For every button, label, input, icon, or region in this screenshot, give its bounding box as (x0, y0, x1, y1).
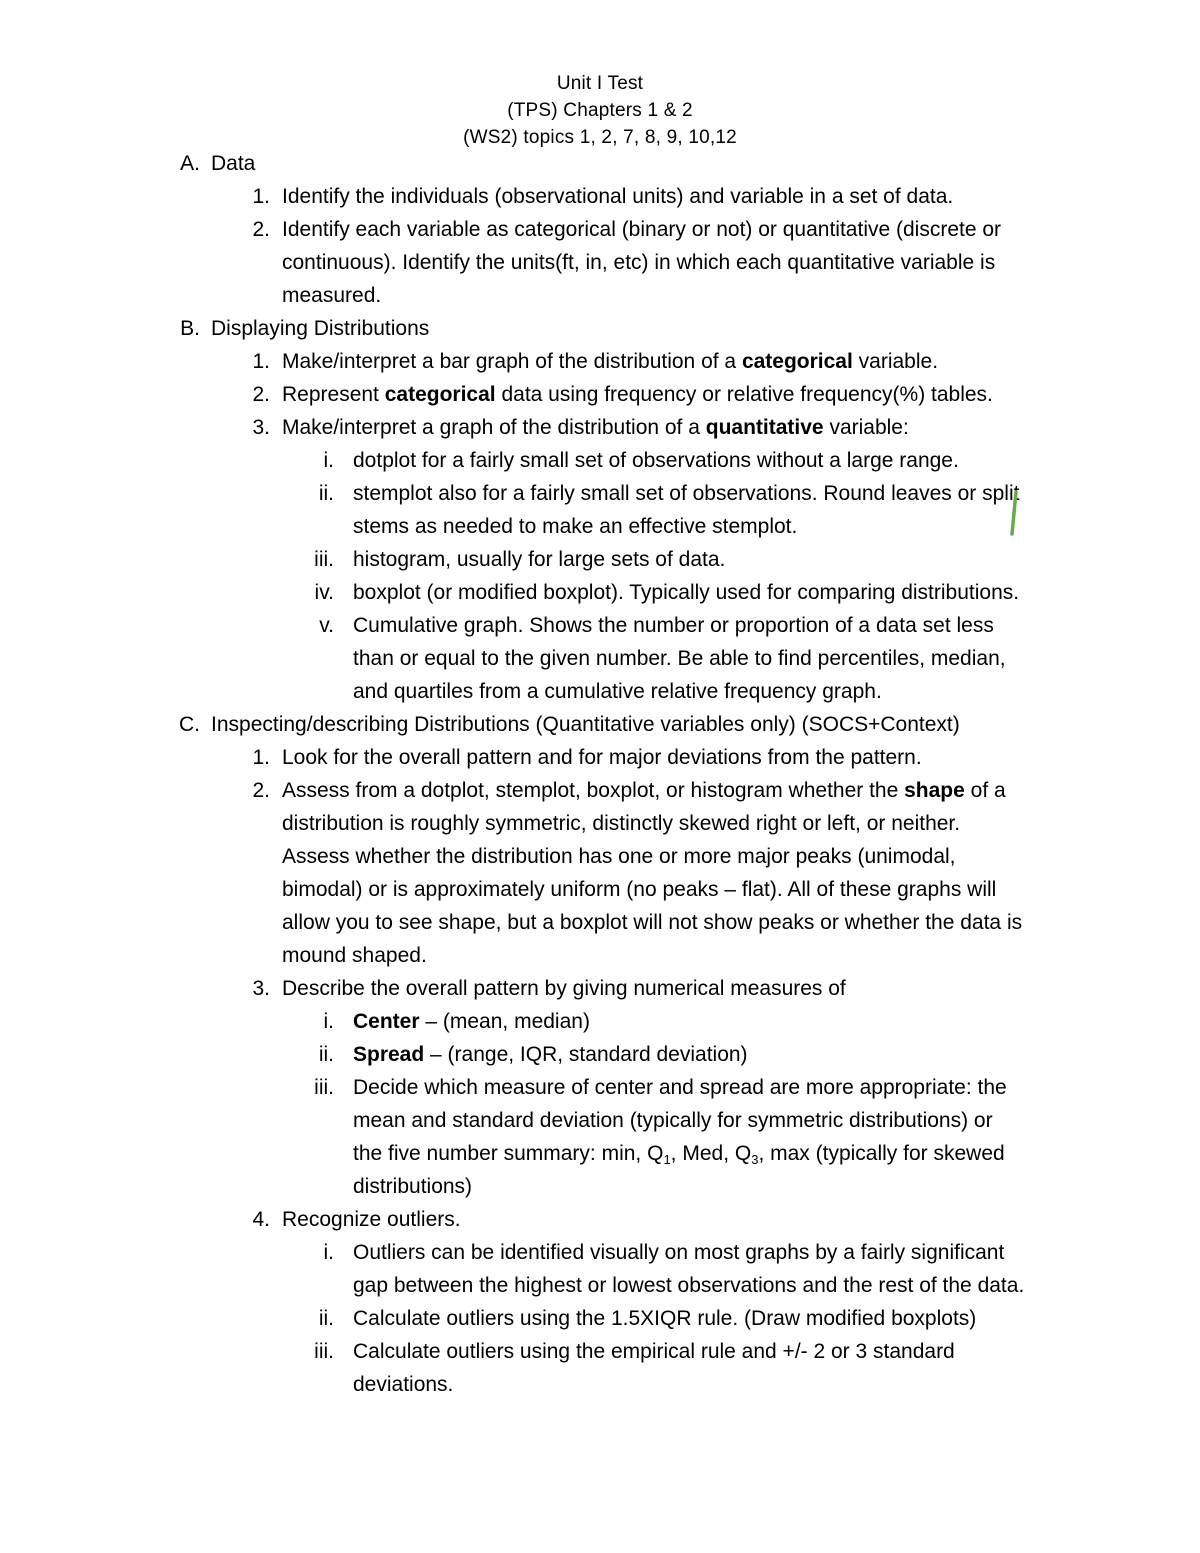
b3-marker: 3. (252, 416, 270, 439)
c2-text-line6: mound shaped. (282, 944, 427, 967)
b3-ii-text-line1: stemplot also for a fairly small set of observations. Round leaves or split (353, 482, 1020, 505)
b3-iv-marker: iv. (314, 581, 334, 604)
doc-title: Unit I Test (556, 73, 644, 94)
a1-marker: 1. (252, 185, 270, 208)
c3-i-text: Center – (mean, median) (353, 1010, 590, 1033)
c2-text-line4: bimodal) or is approximately uniform (no peaks – flat). All of these graphs will (282, 878, 997, 901)
c2-text-line1: Assess from a dotplot, stemplot, boxplot, or histogram whether the shape of a (282, 779, 1006, 802)
section-b-heading: Displaying Distributions (211, 317, 430, 340)
b3-v-text-line1: Cumulative graph. Shows the number or proportion of a data set less (353, 614, 994, 637)
b3-ii-text-line2: stems as needed to make an effective stemplot. (353, 515, 798, 538)
c4-marker: 4. (252, 1208, 270, 1231)
c3-text: Describe the overall pattern by giving numerical measures of (282, 977, 846, 1000)
b3-v-text-line3: and quartiles from a cumulative relative frequency graph. (353, 680, 882, 703)
b2-marker: 2. (252, 383, 270, 406)
a2-text-line1: Identify each variable as categorical (binary or not) or quantitative (discrete or (282, 218, 1002, 241)
doc-subtitle-topics: (WS2) topics 1, 2, 7, 8, 9, 10,12 (463, 127, 737, 148)
b3-text: Make/interpret a graph of the distribution of a quantitative variable: (282, 416, 909, 439)
pen-mark-annotation (1004, 488, 1024, 538)
doc-subtitle-chapters: (TPS) Chapters 1 & 2 (507, 100, 693, 121)
section-b-marker: B. (180, 317, 200, 340)
b2-text: Represent categorical data using frequency or relative frequency(%) tables. (282, 383, 993, 406)
b1-text: Make/interpret a bar graph of the distribution of a categorical variable. (282, 350, 939, 373)
section-a-marker: A. (180, 152, 200, 175)
b3-i-marker: i. (323, 449, 334, 472)
a2-text-line3: measured. (282, 284, 382, 307)
c1-marker: 1. (252, 746, 270, 769)
c4-i-marker: i. (323, 1241, 334, 1264)
c3-iii-text-line2: mean and standard deviation (typically for symmetric distributions) or (353, 1109, 993, 1132)
c2-text-line3: Assess whether the distribution has one or more major peaks (unimodal, (282, 845, 956, 868)
a2-text-line2: continuous). Identify the units(ft, in, etc) in which each quantitative variable is (282, 251, 996, 274)
section-a-heading: Data (211, 152, 256, 175)
b1-marker: 1. (252, 350, 270, 373)
b3-v-marker: v. (319, 614, 334, 637)
c4-ii-text: Calculate outliers using the 1.5XIQR rule. (Draw modified boxplots) (353, 1307, 977, 1330)
c4-i-text-line2: gap between the highest or lowest observations and the rest of the data. (353, 1274, 1025, 1297)
c3-marker: 3. (252, 977, 270, 1000)
c3-ii-text: Spread – (range, IQR, standard deviation) (353, 1043, 748, 1066)
c3-ii-marker: ii. (318, 1043, 334, 1066)
b3-iv-text: boxplot (or modified boxplot). Typically used for comparing distributions. (353, 581, 1020, 604)
section-c-marker: C. (179, 713, 200, 736)
c2-text-line5: allow you to see shape, but a boxplot will not show peaks or whether the data is (282, 911, 1023, 934)
b3-v-text-line2: than or equal to the given number. Be able to find percentiles, median, (353, 647, 1006, 670)
b3-iii-text: histogram, usually for large sets of data. (353, 548, 726, 571)
section-c-heading: Inspecting/describing Distributions (Quantitative variables only) (SOCS+Context) (211, 713, 960, 736)
c3-iii-marker: iii. (314, 1076, 334, 1099)
c4-text: Recognize outliers. (282, 1208, 461, 1231)
c4-ii-marker: ii. (318, 1307, 334, 1330)
c3-iii-text-line4: distributions) (353, 1175, 473, 1198)
c3-i-marker: i. (323, 1010, 334, 1033)
a2-marker: 2. (252, 218, 270, 241)
c4-i-text-line1: Outliers can be identified visually on most graphs by a fairly significant (353, 1241, 1005, 1264)
a1-text: Identify the individuals (observational units) and variable in a set of data. (282, 185, 954, 208)
c2-marker: 2. (252, 779, 270, 802)
c1-text: Look for the overall pattern and for major deviations from the pattern. (282, 746, 922, 769)
c3-iii-text-line1: Decide which measure of center and spread are more appropriate: the (353, 1076, 1007, 1099)
b3-iii-marker: iii. (314, 548, 334, 571)
c2-text-line2: distribution is roughly symmetric, distinctly skewed right or left, or neither. (282, 812, 961, 835)
c4-iii-text-line2: deviations. (353, 1373, 454, 1396)
b3-i-text: dotplot for a fairly small set of observations without a large range. (353, 449, 959, 472)
c4-iii-marker: iii. (314, 1340, 334, 1363)
c4-iii-text-line1: Calculate outliers using the empirical rule and +/- 2 or 3 standard (353, 1340, 955, 1363)
c3-iii-text-line3: the five number summary: min, $Q_1$, Med, $Q_3$, max (typically for skewed (353, 1142, 1005, 1167)
b3-ii-marker: ii. (318, 482, 334, 505)
